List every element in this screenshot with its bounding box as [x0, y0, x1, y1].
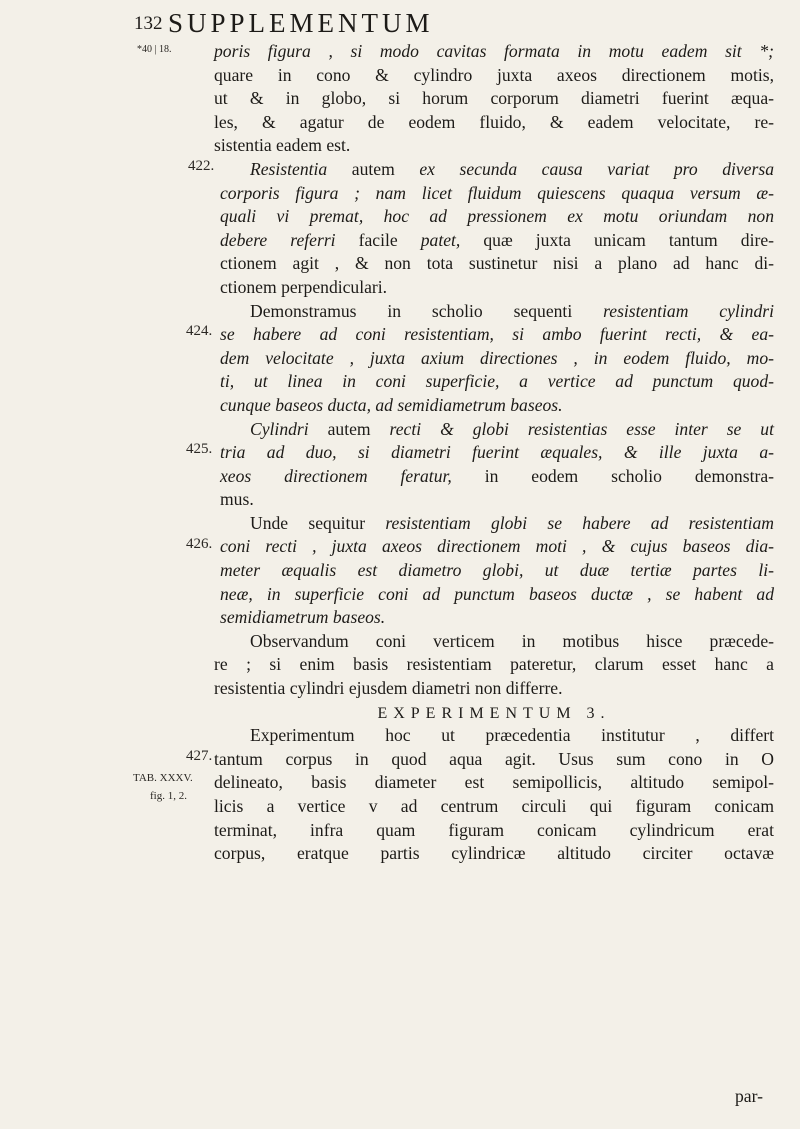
text-line: [214, 40, 774, 64]
text-segment: semidiametrum baseos.: [220, 607, 386, 628]
text-segment: xeos directionem feratur,: [220, 465, 452, 486]
text-segment: tria ad duo, si diametri fuerint æquales, & ille juxta a-: [220, 442, 774, 463]
text-segment: Demonstramus in scholio sequenti: [250, 300, 604, 321]
text-segment: Observandum coni verticem in motibus hisce præcede-: [250, 630, 774, 651]
text-line: [214, 606, 774, 630]
text-segment: debere referri: [220, 229, 336, 250]
text-line: [214, 87, 774, 111]
margin-table-reference: TAB. XXXV.: [133, 772, 193, 784]
text-segment: Experimentum hoc ut præcedentia institutur , differt: [250, 725, 774, 746]
page-number: 132: [134, 13, 163, 34]
text-line: [214, 630, 774, 654]
text-line: [214, 701, 774, 725]
text-segment: quali vi premat, hoc ad pressionem ex motu oriundam non: [220, 206, 774, 227]
text-segment: resistentiam cylindri: [603, 300, 774, 321]
margin-reference-top: *40 | 18.: [137, 44, 172, 55]
text-segment: facile: [335, 229, 421, 250]
page-header: [0, 8, 800, 38]
text-line: [214, 488, 774, 512]
text-line: [214, 158, 774, 182]
text-line: [214, 559, 774, 583]
text-segment: ti, ut linea in coni superficie, a vertice ad punctum quod-: [220, 371, 774, 392]
margin-number-427: 427.: [186, 748, 213, 764]
margin-number-425: 425.: [186, 441, 213, 457]
text-segment: in eodem scholio demonstra-: [451, 465, 774, 486]
text-segment: delineato, basis diameter est semipollicis, altitudo semipol-: [214, 772, 774, 793]
text-segment: re ; si enim basis resistentiam pateretur, clarum esset hanc a: [214, 654, 774, 675]
text-segment: quæ juxta unicam tantum dire-: [460, 229, 774, 250]
text-segment: les, & agatur de eodem fluido, & eadem velocitate, re-: [214, 111, 774, 132]
text-segment: se habere ad coni resistentiam, si ambo fuerint recti, & ea-: [220, 324, 774, 345]
text-line: [214, 771, 774, 795]
text-line: [214, 111, 774, 135]
text-line: [214, 748, 774, 772]
text-segment: corpus, eratque partis cylindricæ altitudo circiter octavæ: [214, 843, 774, 864]
text-line: [214, 276, 774, 300]
text-segment: poris figura , si modo cavitas formata in motu eadem sit *;: [214, 41, 774, 61]
text-line: [214, 323, 774, 347]
text-segment: dem velocitate , juxta axium directiones , in eodem fluido, mo-: [220, 347, 774, 368]
text-line: [214, 819, 774, 843]
text-line: [214, 441, 774, 465]
text-segment: sistentia eadem est.: [214, 135, 351, 156]
text-segment: neæ, in superficie coni ad punctum baseos ductæ , se habent ad: [220, 583, 774, 604]
running-head: SUPPLEMENTUM: [168, 8, 434, 38]
text-segment: cunque baseos ducta, ad semidiametrum baseos.: [220, 394, 563, 415]
text-segment: quare in cono & cylindro juxta axeos directionem motis,: [214, 64, 774, 85]
text-segment: Resistentia: [250, 158, 328, 179]
text-line: [214, 653, 774, 677]
text-line: [214, 535, 774, 559]
text-segment: tantum corpus in quod aqua agit. Usus sum cono in O: [214, 748, 774, 769]
text-line: [214, 370, 774, 394]
text-segment: autem: [327, 158, 420, 179]
text-line: [214, 418, 774, 442]
text-line: [214, 512, 774, 536]
text-segment: meter æqualis est diametro globi, ut duæ tertiæ partes li-: [220, 560, 774, 581]
text-line: [214, 842, 774, 866]
text-segment: resistentia cylindri ejusdem diametri non differre.: [214, 678, 563, 699]
catchword: par-: [735, 1086, 763, 1106]
text-segment: terminat, infra quam figuram conicam cylindricum erat: [214, 819, 774, 840]
text-segment: ex secunda causa variat pro diversa: [419, 158, 774, 179]
margin-number-424: 424.: [186, 323, 213, 339]
text-line: [214, 134, 774, 158]
margin-number-422: 422.: [188, 158, 215, 174]
margin-figure-reference: fig. 1, 2.: [150, 790, 187, 802]
text-line: [214, 394, 774, 418]
margin-number-426: 426.: [186, 536, 213, 552]
text-line: [214, 465, 774, 489]
text-line: [214, 64, 774, 88]
text-line: [214, 300, 774, 324]
text-line: [214, 205, 774, 229]
text-segment: mus.: [220, 489, 254, 510]
text-line: [214, 229, 774, 253]
text-segment: ctionem agit , & non tota sustinetur nisi a plano ad hanc di-: [220, 253, 774, 274]
text-segment: licis a vertice v ad centrum circuli qui figuram conicam: [214, 796, 774, 816]
text-segment: resistentiam globi se habere ad resistentiam: [385, 512, 774, 533]
text-segment: autem: [308, 418, 390, 439]
text-line: [214, 795, 774, 819]
text-line: [214, 347, 774, 371]
text-segment: corporis figura ; nam licet fluidum quiescens quaqua versum æ-: [220, 182, 774, 203]
text-segment: recti & globi resistentias esse inter se ut: [389, 418, 774, 439]
text-segment: EXPERIMENTUM 3.: [377, 704, 611, 722]
text-segment: ctionem perpendiculari.: [220, 276, 388, 297]
text-segment: patet,: [420, 229, 461, 250]
text-line: [214, 677, 774, 701]
text-segment: Cylindri: [250, 418, 309, 439]
text-line: [214, 182, 774, 206]
text-line: [214, 583, 774, 607]
text-segment: ut & in globo, si horum corporum diametri fuerint æqua-: [214, 88, 774, 109]
text-line: [214, 724, 774, 748]
text-segment: Unde sequitur: [250, 512, 386, 533]
body-text: [214, 40, 774, 866]
text-segment: coni recti , juxta axeos directionem moti , & cujus baseos dia-: [220, 536, 774, 557]
text-line: [214, 252, 774, 276]
